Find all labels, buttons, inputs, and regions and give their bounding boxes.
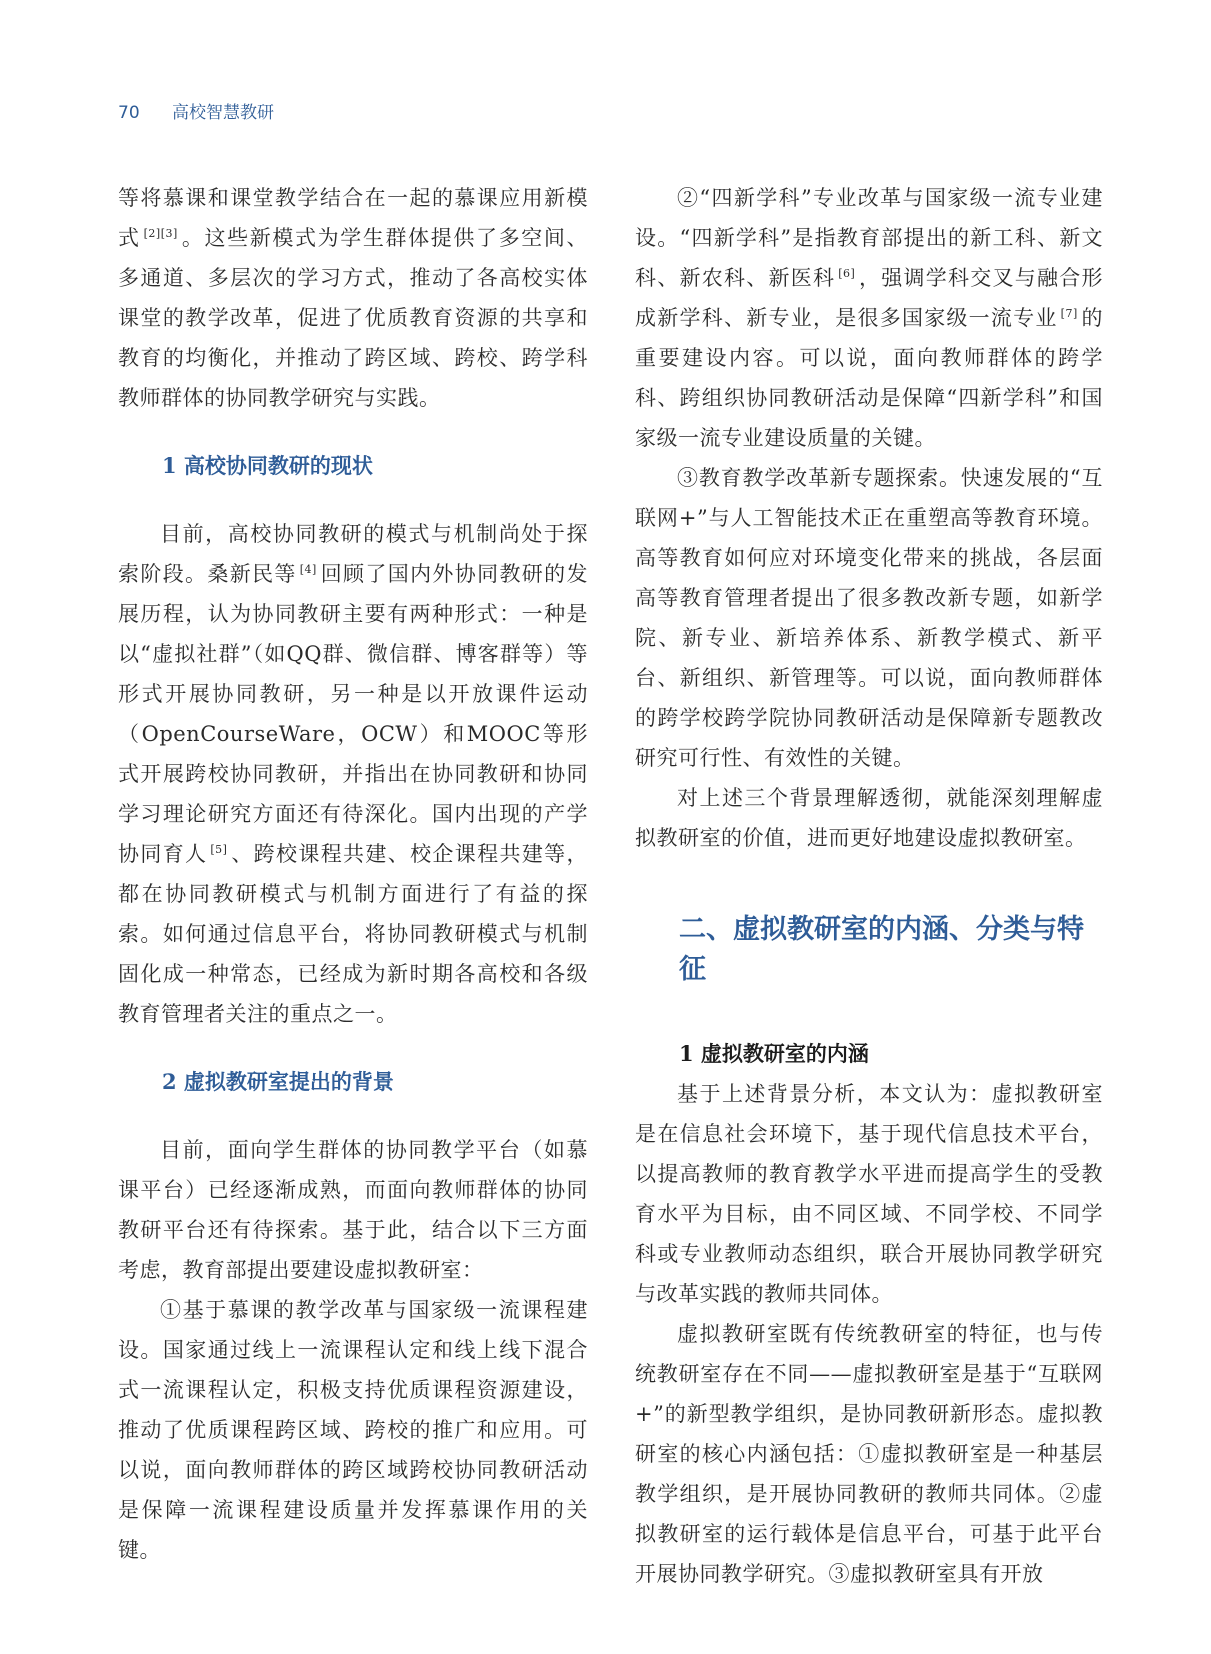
citation: [5] [210, 843, 228, 856]
section-heading: 二、虚拟教研室的内涵、分类与特征 [679, 914, 1084, 985]
subheading: 1 高校协同教研的现状 [162, 453, 373, 478]
paragraph: 虚拟教研室既有传统教研室的特征，也与传统教研室存在不同——虚拟教研室是基于“互联网+”的新型教学组织，是协同教研新形态。虚拟教研室的核心内涵包括：①虚拟教研室是一种基层教学组织，是开展协同教研的教师共同体。②虚拟教研室的运行载体是信息平台，可基于此平台开展协同教学研究。③虚拟教研室具有开放 [635, 1322, 1103, 1586]
paragraph: 等将慕课和课堂教学结合在一起的慕课应用新模式 [2][3] 。这些新模式为学生群体提供了多空间、多通道、多层次的学习方式，推动了各高校实体课堂的教学改革，促进了优质教育资源的共享和教育的均衡化，并推动了跨区域、跨校、跨学科教师群体的协同教学研究与实践。 [118, 186, 589, 410]
page-number: 70 [118, 103, 140, 123]
paragraph: ③教育教学改革新专题探索。快速发展的“互联网+”与人工智能技术正在重塑高等教育环境。高等教育如何应对环境变化带来的挑战，各层面高等教育管理者提出了很多教改新专题，如新学院、新专业、新培养体系、新教学模式、新平台、新组织、新管理等。可以说，面向教师群体的跨学校跨学院协同教研活动是保障新专题教改研究可行性、有效性的关键。 [635, 466, 1103, 770]
paragraph: ①基于慕课的教学改革与国家级一流课程建设。国家通过线上一流课程认定和线上线下混合式一流课程认定，积极支持优质课程资源建设，推动了优质课程跨区域、跨校的推广和应用。可以说，面向教师群体的跨区域跨校协同教研活动是保障一流课程建设质量并发挥慕课作用的关键。 [118, 1298, 588, 1562]
left-column [118, 178, 588, 1570]
running-title: 高校智慧教研 [172, 103, 274, 123]
citation: [2][3] [143, 227, 178, 240]
paragraph: ②“四新学科”专业改革与国家级一流专业建设。“四新学科”是指教育部提出的新工科、新文科、新农科、新医科 [6] ，强调学科交叉与融合形成新学科、新专业，是很多国家级一流专业 [7] 的重要建设内容。可以说，面向教师群体的跨学科、跨组织协同教研活动是保障“四新学科”和国家级一流专业建设质量的关键。 [635, 186, 1104, 450]
right-column [635, 178, 1103, 1594]
citation: [4] [299, 563, 317, 576]
paragraph: 目前，面向学生群体的协同教学平台（如慕课平台）已经逐渐成熟，而面向教师群体的协同教研平台还有待探索。基于此，结合以下三方面考虑，教育部提出要建设虚拟教研室： [118, 1138, 588, 1282]
paragraph: 目前，高校协同教研的模式与机制尚处于探索阶段。桑新民等 [4] 回顾了国内外协同教研的发展历程，认为协同教研主要有两种形式：一种是以“虚拟社群”（如QQ群、微信群、博客群等）等形式开展协同教研，另一种是以开放课件运动（OpenCourseWare，OCW）和MOOC等形式开展跨校协同教研，并指出在协同教研和协同学习理论研究方面还有待深化。国内出现的产学协同育人 [5] 、跨校课程共建、校企课程共建等，都在协同教研模式与机制方面进行了有益的探索。如何通过信息平台，将协同教研模式与机制固化成一种常态，已经成为新时期各高校和各级教育管理者关注的重点之一。 [118, 522, 589, 1026]
subheading: 2 虚拟教研室提出的背景 [162, 1069, 394, 1094]
subheading: 1 虚拟教研室的内涵 [679, 1041, 869, 1066]
citation: [6] [838, 267, 856, 280]
paragraph: 对上述三个背景理解透彻，就能深刻理解虚拟教研室的价值，进而更好地建设虚拟教研室。 [635, 786, 1103, 850]
citation: [7] [1060, 307, 1078, 320]
running-header [118, 98, 274, 123]
paragraph: 基于上述背景分析，本文认为：虚拟教研室是在信息社会环境下，基于现代信息技术平台，以提高教师的教育教学水平进而提高学生的受教育水平为目标，由不同区域、不同学校、不同学科或专业教师动态组织，联合开展协同教学研究与改革实践的教师共同体。 [635, 1082, 1103, 1306]
